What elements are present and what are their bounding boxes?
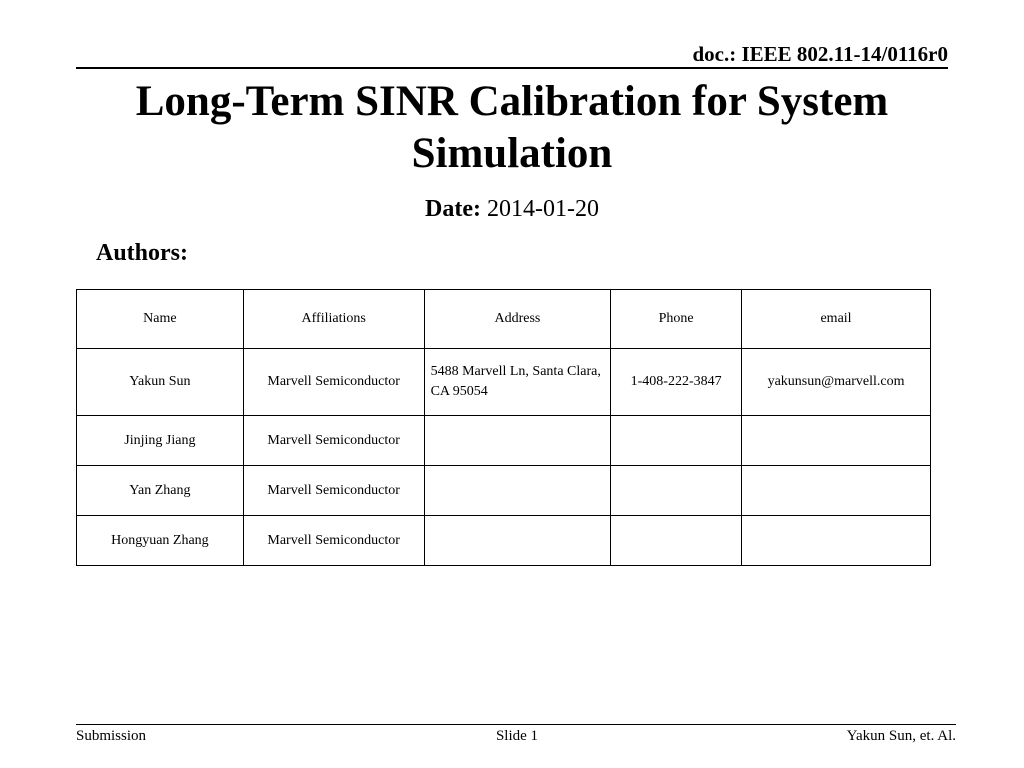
cell-phone: [611, 466, 742, 516]
footer-author: Yakun Sun, et. Al.: [846, 728, 956, 744]
footer-slide-number: Slide 1: [495, 728, 539, 744]
date-value: 2014-01-20: [486, 196, 599, 222]
footer-divider: [76, 724, 956, 725]
cell-email: [742, 516, 931, 566]
header-divider: [76, 67, 948, 69]
cell-address: [424, 516, 611, 566]
authors-table: [76, 289, 931, 566]
cell-name: Yakun Sun: [77, 349, 244, 416]
cell-name: Yan Zhang: [77, 466, 244, 516]
cell-email: [742, 466, 931, 516]
cell-address: [424, 466, 611, 516]
cell-affiliation: Marvell Semiconductor: [243, 416, 424, 466]
header-cell-email: email: [742, 290, 931, 349]
authors-heading: Authors:: [96, 240, 189, 266]
table-header-row: [77, 290, 931, 349]
table-row: [77, 466, 931, 516]
document-id: doc.: IEEE 802.11-14/0116r0: [692, 42, 948, 66]
footer-submission: Submission: [76, 728, 147, 744]
date-line: [0, 196, 1024, 223]
cell-phone: 1-408-222-3847: [611, 349, 742, 416]
cell-affiliation: Marvell Semiconductor: [243, 516, 424, 566]
cell-address: 5488 Marvell Ln, Santa Clara, CA 95054: [424, 349, 611, 416]
header-cell-phone: Phone: [611, 290, 742, 349]
cell-name: Jinjing Jiang: [77, 416, 244, 466]
cell-affiliation: Marvell Semiconductor: [243, 349, 424, 416]
cell-email: yakunsun@marvell.com: [742, 349, 931, 416]
header-cell-affiliations: Affiliations: [243, 290, 424, 349]
header-cell-address: Address: [424, 290, 611, 349]
header-cell-name: Name: [77, 290, 244, 349]
cell-name: Hongyuan Zhang: [77, 516, 244, 566]
cell-affiliation: Marvell Semiconductor: [243, 466, 424, 516]
cell-email: [742, 416, 931, 466]
date-label: Date:: [425, 196, 481, 222]
slide-title: Long-Term SINR Calibration for System Simulation: [135, 78, 889, 177]
table-row: [77, 516, 931, 566]
cell-phone: [611, 516, 742, 566]
table-row: [77, 416, 931, 466]
cell-phone: [611, 416, 742, 466]
table-row: [77, 349, 931, 416]
cell-address: [424, 416, 611, 466]
